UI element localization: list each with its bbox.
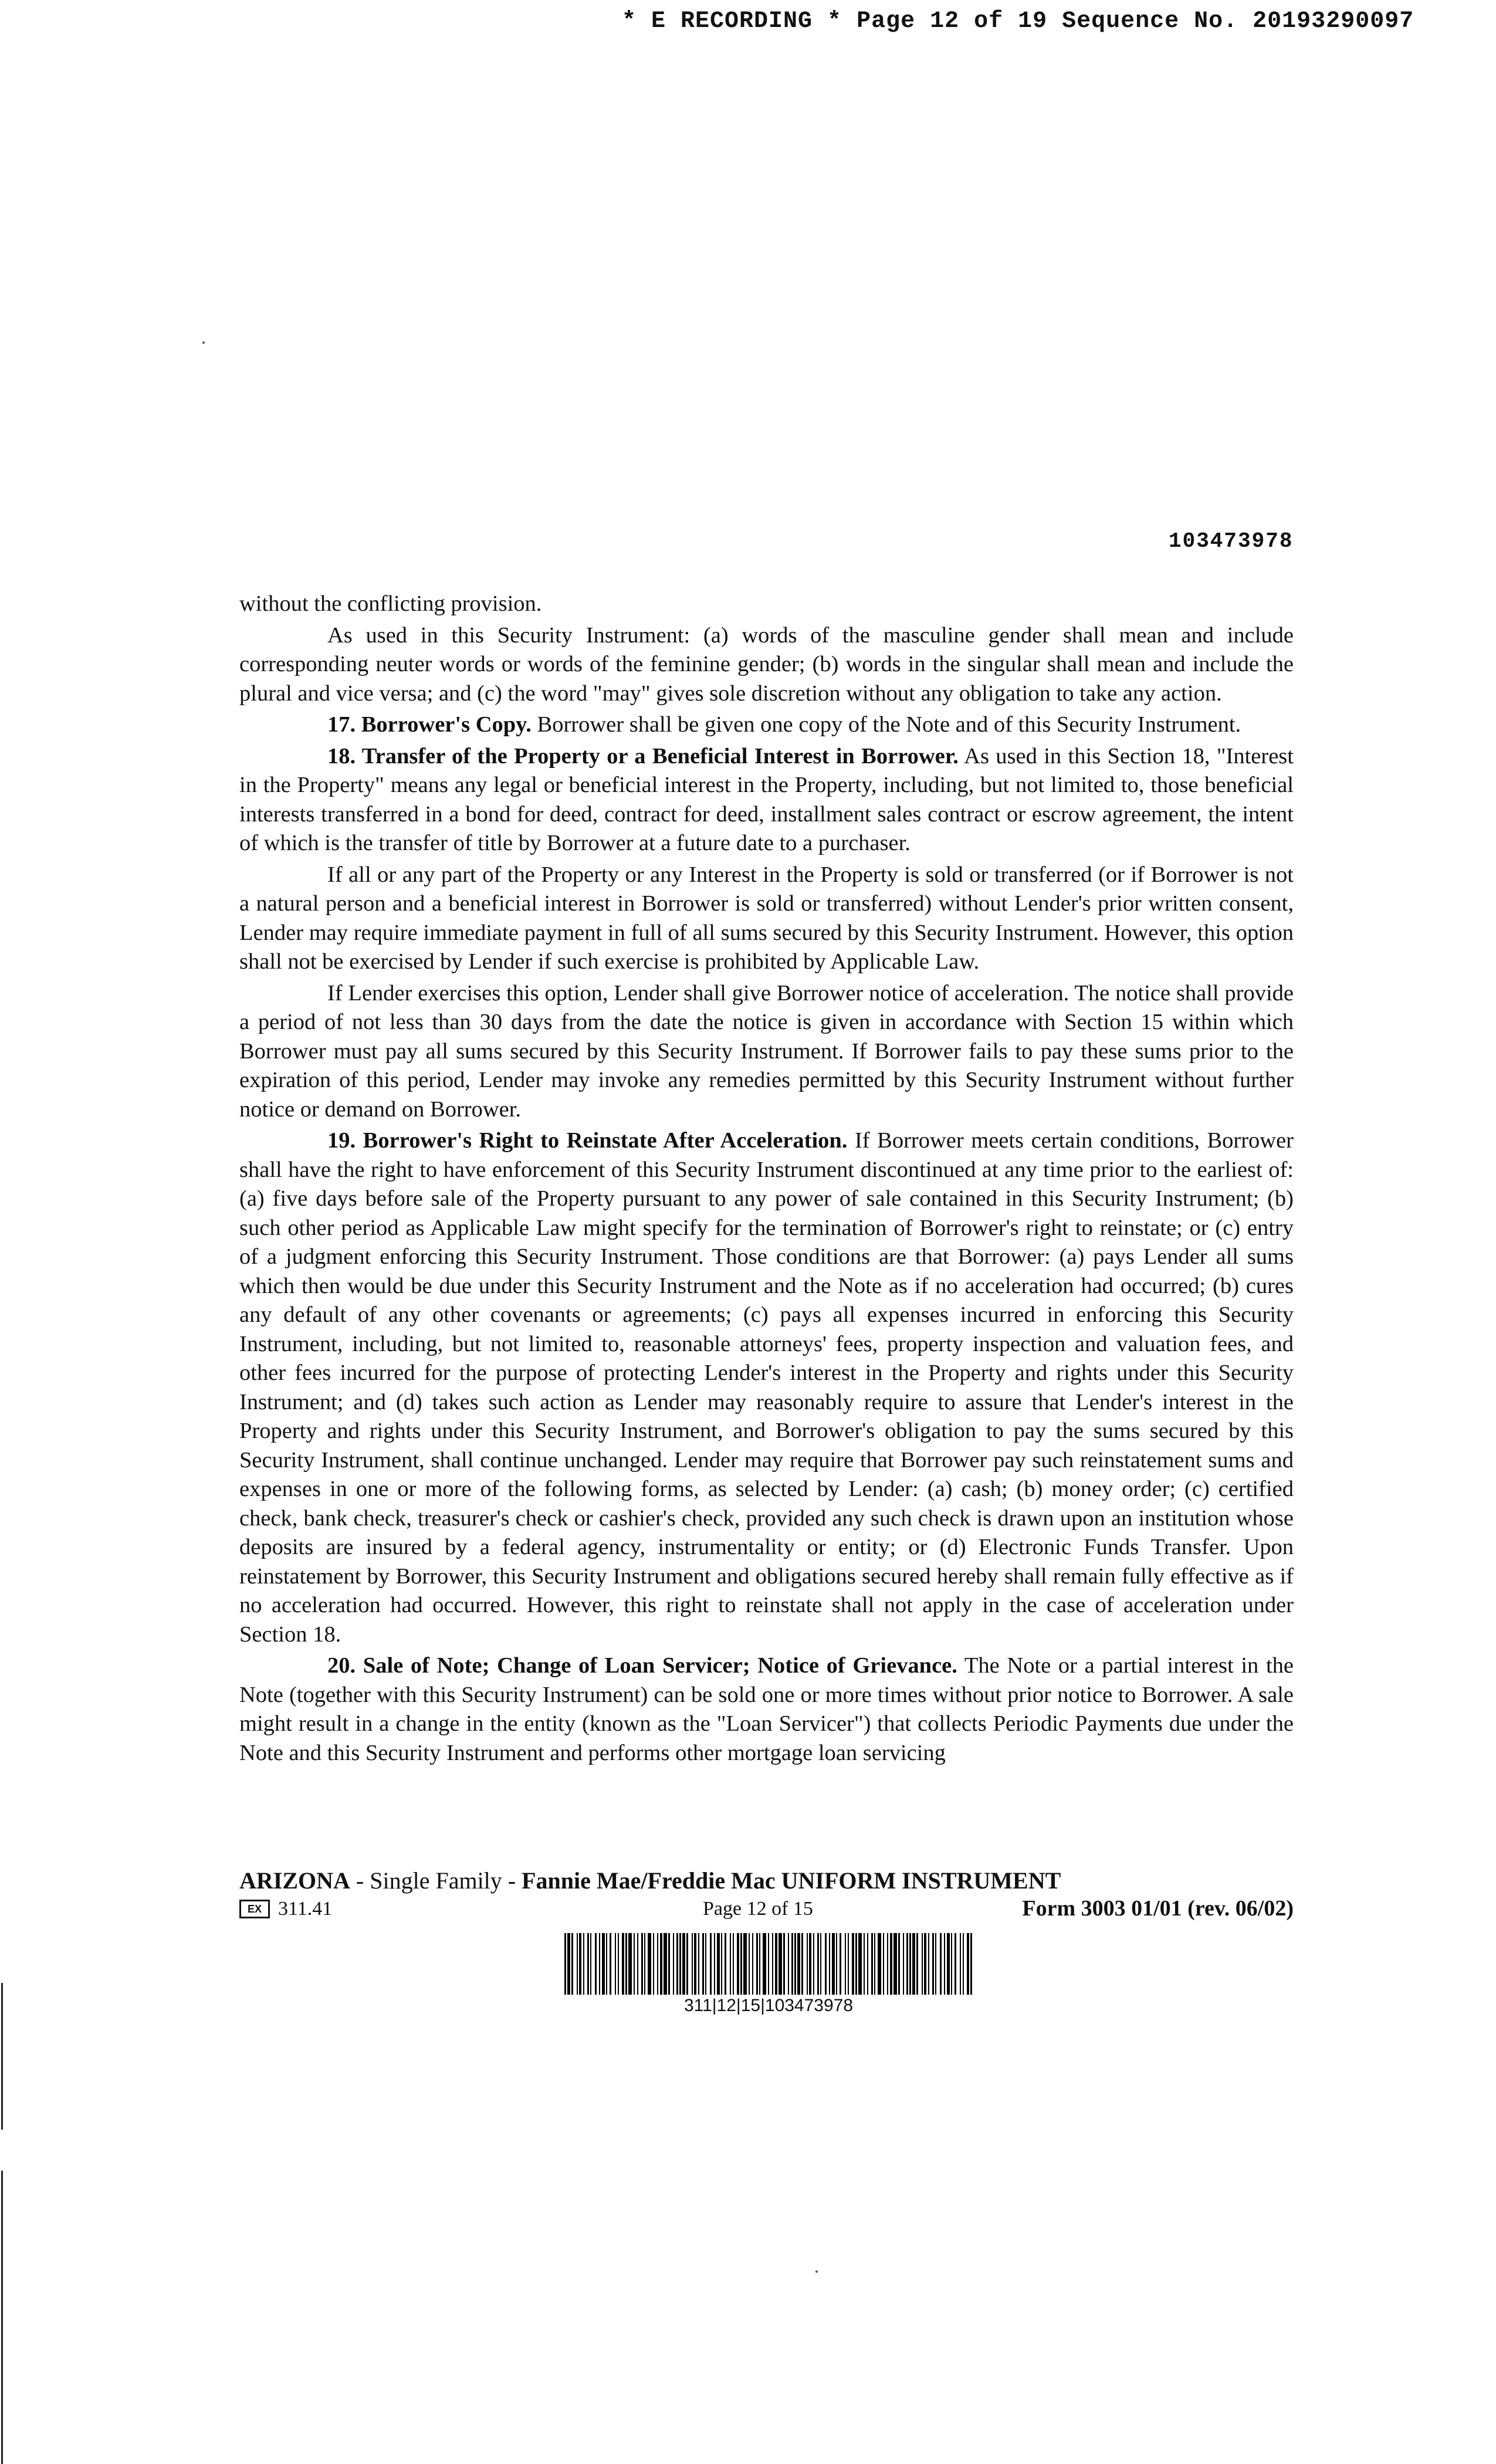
barcode-bar: [571, 1933, 573, 1995]
barcode-bar: [660, 1933, 662, 1995]
barcode-bar: [628, 1933, 632, 1995]
barcode-bar: [791, 1933, 793, 1995]
barcode-bar: [960, 1933, 961, 1995]
form-code-group: [239, 1898, 332, 1920]
barcode-bar: [801, 1933, 803, 1995]
barcode-bar: [676, 1933, 678, 1995]
footer-title: [239, 1867, 1061, 1894]
barcode-bar: [783, 1933, 785, 1995]
scan-speck: [202, 341, 205, 344]
footer-instrument: Fannie Mae/Freddie Mac UNIFORM INSTRUMENT: [522, 1867, 1061, 1894]
barcode-bar: [583, 1933, 584, 1995]
scan-edge-mark: [1, 2171, 3, 2464]
scan-edge-mark: [1, 1983, 3, 2130]
barcode-bar: [634, 1933, 635, 1995]
barcode-bar: [867, 1933, 868, 1995]
scan-speck: [815, 2270, 818, 2273]
barcode-bar: [752, 1933, 753, 1995]
barcode-bar: [756, 1933, 758, 1995]
barcode-bar: [577, 1933, 578, 1995]
barcode-bar: [622, 1933, 624, 1995]
section-20: [239, 1651, 1294, 1768]
barcode-bar: [967, 1933, 969, 1995]
footer-row: [239, 1898, 1294, 1927]
barcode-bar: [615, 1933, 616, 1995]
barcode-bar: [775, 1933, 777, 1995]
barcode-bar: [579, 1933, 581, 1995]
section-19-text: If Borrower meets certain conditions, Borrower shall have the right to have enforcement of this Security Instrument discontinued at any time prior to the earliest of: (a) five days before sale of the Property pursuant to any power of sale contained in this Security Instrument; (b) such other period as Applicable Law might specify for the termination of Borrower's right to reinstate; or (c) entry of a judgment enforcing this Security Instrument. Those conditions are that Borrower: (a) pays Lender all sums which then would be due under this Security Instrument and the Note as if no acceleration had occurred; (b) cures any default of any other covenants or agreements; (c) pays all expenses incurred in enforcing this Security Instrument, including, but not limited to, reasonable attorneys' fees, property inspection and valuation fees, and other fees incurred for the purpose of protecting Lender's interest in the Property and rights under this Security Instrument; and (d) takes such action as Lender may reasonably require to assure that Lender's interest in the Property and rights under this Security Instrument, and Borrower's obligation to pay the sums secured by this Security Instrument, shall continue unchanged. Lender may require that Borrower pay such reinstatement sums and expenses in one or more of the following forms, as selected by Lender: (a) cash; (b) money order; (c) certified check, bank check, treasurer's check or cashier's check, provided any such check is drawn upon an institution whose deposits are insured by a federal agency, instrumentality or entity; or (d) Electronic Funds Transfer. Upon reinstatement by Borrower, this Security Instrument and obligations secured hereby shall remain fully effective as if no acceleration had occurred. However, this right to reinstate shall not apply in the case of acceleration under Section 18.: [239, 1128, 1294, 1647]
barcode-icon: [563, 1933, 974, 1995]
barcode-bar: [567, 1933, 570, 1995]
form-identifier: Form 3003 01/01 (rev. 06/02): [1022, 1896, 1294, 1921]
barcode-bar: [788, 1933, 789, 1995]
barcode-bar: [797, 1933, 800, 1995]
section-18-heading: 18. Transfer of the Property or a Beneficial Interest in Borrower.: [327, 743, 959, 769]
ex-logo-icon: EX: [239, 1900, 270, 1918]
barcode-bar: [951, 1933, 952, 1995]
barcode-bar: [705, 1933, 706, 1995]
barcode-bar: [916, 1933, 918, 1995]
barcode-text: 311|12|15|103473978: [683, 1996, 854, 2015]
section-19-heading: 19. Borrower's Right to Reinstate After Acceleration.: [327, 1128, 848, 1153]
barcode-bar: [682, 1933, 685, 1995]
barcode-bar: [721, 1933, 722, 1995]
section-18: [239, 742, 1294, 858]
barcode-bar: [864, 1933, 865, 1995]
barcode-bar: [858, 1933, 862, 1995]
barcode-bar: [840, 1933, 841, 1995]
barcode-bar: [668, 1933, 670, 1995]
barcode-bar: [749, 1933, 750, 1995]
barcode-bar: [730, 1933, 731, 1995]
barcode-bar: [692, 1933, 693, 1995]
barcode-bar: [733, 1933, 734, 1995]
barcode-bar: [710, 1933, 712, 1995]
barcode-bar: [878, 1933, 881, 1995]
barcode-bar: [740, 1933, 742, 1995]
barcode-bar: [940, 1933, 942, 1995]
barcode-bar: [664, 1933, 667, 1995]
barcode-bar: [759, 1933, 760, 1995]
barcode-bar: [679, 1933, 681, 1995]
barcode-bar: [653, 1933, 654, 1995]
barcode-bar: [698, 1933, 699, 1995]
barcode-bar: [673, 1933, 674, 1995]
barcode-bar: [641, 1933, 643, 1995]
barcode-bar: [829, 1933, 830, 1995]
barcode-bar: [906, 1933, 908, 1995]
barcode-bar: [932, 1933, 934, 1995]
barcode-bar: [564, 1933, 566, 1995]
barcode-bar: [955, 1933, 956, 1995]
barcode-bar: [768, 1933, 769, 1995]
barcode-bar: [772, 1933, 773, 1995]
barcode-bar: [595, 1933, 597, 1995]
barcode-bar: [809, 1933, 811, 1995]
barcode-bar: [625, 1933, 627, 1995]
barcode-bar: [947, 1933, 950, 1995]
paragraph-continuation: without the conflicting provision.: [239, 591, 542, 616]
barcode-bar: [893, 1933, 897, 1995]
section-20-text: The Note or a partial interest in the Note (together with this Security Instrument) can be sold one or more times without prior notice to Borrower. A sale might result in a change in the entity (known as the "Loan Servicer") that collects Periodic Payments due under the Note and this Security Instrument and performs other mortgage loan servicing: [239, 1653, 1294, 1765]
barcode-bar: [922, 1933, 923, 1995]
barcode-bar: [820, 1933, 821, 1995]
paragraph-gender-usage: As used in this Security Instrument: (a) words of the masculine gender shall mean and include corresponding neuter words or words of the feminine gender; (b) words in the singular shall mean and include the plural and vice versa; and (c) the word "may" gives sole discretion without any obligation to take any action.: [239, 622, 1294, 706]
footer-separator: - Single Family -: [350, 1867, 522, 1894]
barcode-bar: [599, 1933, 600, 1995]
barcode-bar: [779, 1933, 782, 1995]
loan-number: 103473978: [1169, 529, 1294, 553]
barcode-bar: [817, 1933, 819, 1995]
recording-stamp: * E RECORDING * Page 12 of 19 Sequence No. 20193290097: [622, 8, 1414, 35]
barcode-bar: [963, 1933, 964, 1995]
barcode-bar: [648, 1933, 651, 1995]
barcode-bar: [606, 1933, 607, 1995]
barcode-bar: [909, 1933, 911, 1995]
footer-state: ARIZONA: [239, 1867, 350, 1894]
barcode-bar: [874, 1933, 875, 1995]
barcode-bar: [890, 1933, 892, 1995]
barcode-bar: [845, 1933, 846, 1995]
barcode-bar: [935, 1933, 936, 1995]
section-18-text: As used in this Section 18, "Interest in the Property" means any legal or beneficial interest in the Property, including, but not limited to, those beneficial interests transferred in a bond for deed, contract for deed, installment sales contract or escrow agreement, the intent of which is the transfer of title by Borrower at a future date to a purchaser.: [239, 743, 1294, 855]
barcode-bar: [694, 1933, 696, 1995]
barcode-bar: [903, 1933, 904, 1995]
barcode-bar: [832, 1933, 835, 1995]
barcode-bar: [763, 1933, 766, 1995]
barcode-bar: [602, 1933, 605, 1995]
barcode-bar: [944, 1933, 945, 1995]
barcode-bar: [644, 1933, 645, 1995]
barcode-bar: [813, 1933, 814, 1995]
barcode-bar: [610, 1933, 611, 1995]
barcode-bar: [852, 1933, 854, 1995]
barcode-bar: [702, 1933, 704, 1995]
barcode-bar: [590, 1933, 591, 1995]
barcode-bar: [836, 1933, 837, 1995]
barcode-bar: [855, 1933, 857, 1995]
barcode-bar: [887, 1933, 888, 1995]
section-20-heading: 20. Sale of Note; Change of Loan Servicer; Notice of Grievance.: [327, 1653, 957, 1678]
barcode-bar: [717, 1933, 720, 1995]
barcode-bar: [883, 1933, 884, 1995]
barcode-bar: [794, 1933, 796, 1995]
barcode-bar: [871, 1933, 873, 1995]
barcode-bar: [686, 1933, 688, 1995]
barcode-bar: [637, 1933, 638, 1995]
section-19: [239, 1126, 1294, 1649]
barcode-bar: [743, 1933, 747, 1995]
barcode-bar: [737, 1933, 739, 1995]
barcode-bar: [912, 1933, 915, 1995]
barcode-bar: [848, 1933, 849, 1995]
barcode-bar: [725, 1933, 726, 1995]
barcode-bar: [924, 1933, 926, 1995]
barcode-bar: [928, 1933, 929, 1995]
section-17-text: Borrower shall be given one copy of the Note and of this Security Instrument.: [531, 712, 1241, 737]
barcode-bar: [970, 1933, 972, 1995]
barcode-bar: [898, 1933, 900, 1995]
document-body: [239, 590, 1294, 1770]
section-17: [239, 710, 1294, 740]
form-code: 311.41: [278, 1898, 333, 1920]
page-number: Page 12 of 15: [703, 1898, 813, 1920]
barcode-bar: [587, 1933, 589, 1995]
section-17-heading: 17. Borrower's Copy.: [327, 712, 532, 737]
section-18-paragraph-3: If Lender exercises this option, Lender shall give Borrower notice of acceleration. The notice shall provide a period of not less than 30 days from the date the notice is given in accordance with Section 15 within which Borrower must pay all sums secured by this Security Instrument. If Borrower fails to pay these sums prior to the expiration of this period, Lender may invoke any remedies permitted by this Security Instrument without further notice or demand on Borrower.: [239, 980, 1294, 1122]
barcode-bar: [657, 1933, 658, 1995]
barcode-bar: [714, 1933, 715, 1995]
barcode-bar: [618, 1933, 619, 1995]
barcode-bar: [825, 1933, 827, 1995]
section-18-paragraph-2: If all or any part of the Property or any Interest in the Property is sold or transferred (or if Borrower is not a natural person and a beneficial interest in Borrower is sold or transferred) without Lender's prior written consent, Lender may require immediate payment in full of all sums secured by this Security Instrument. However, this option shall not be exercised by Lender if such exercise is prohibited by Applicable Law.: [239, 862, 1294, 974]
barcode-bar: [807, 1933, 808, 1995]
